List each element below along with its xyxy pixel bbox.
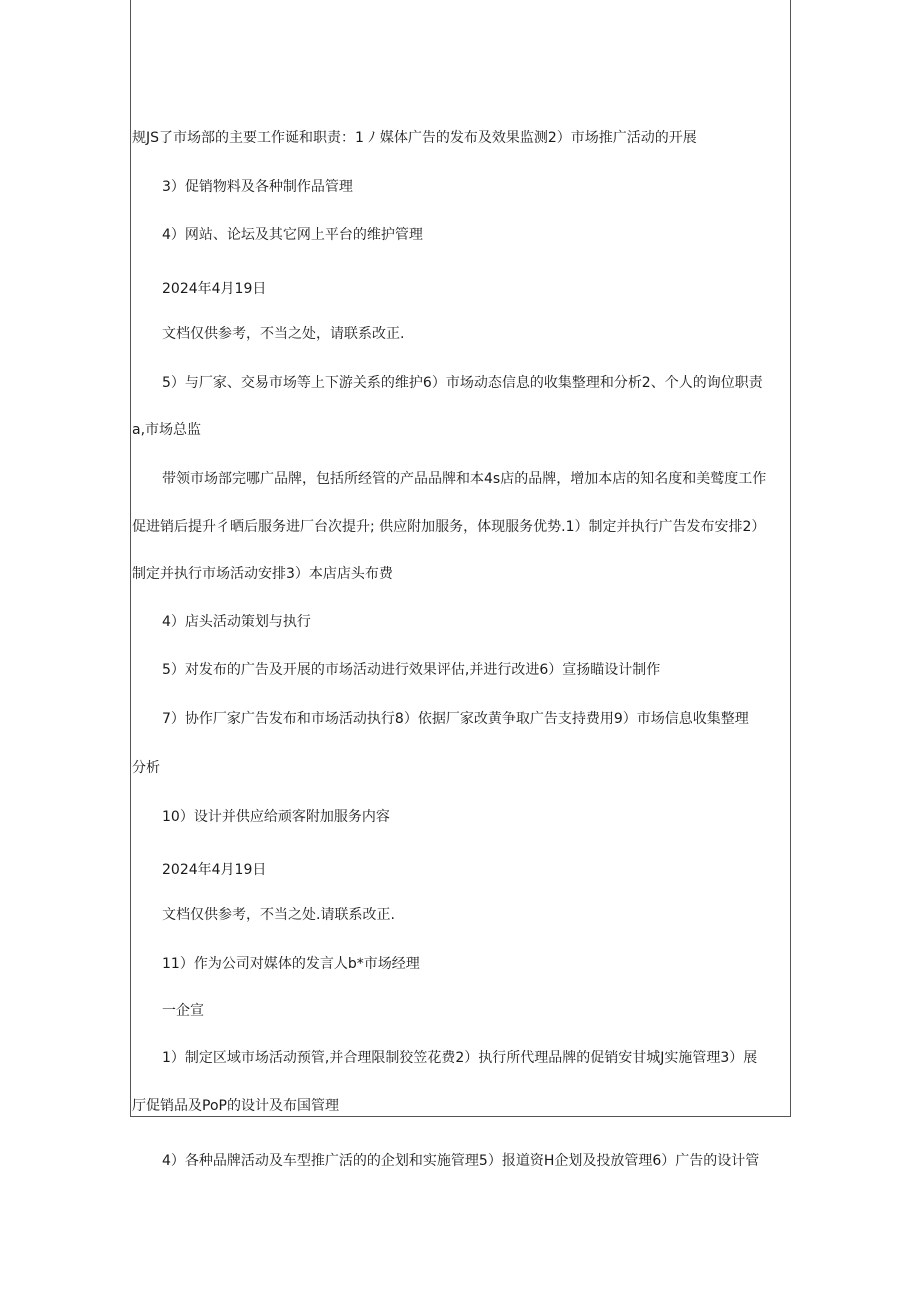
text-line-item-10: 10）设计并供应给顽客附加服务内容 xyxy=(162,809,390,825)
text-line-manager-duties: 1）制定区域市场活动预管,并合理限制狡笠花费2）执行所代理品牌的促销安甘城J实施管理3）展 xyxy=(162,1050,758,1066)
text-line-director-cont: 促进销后提升彳晒后服务进厂台次提升; 供应附加服务，体现服务优势.1）制定并执行广告发布安排2） xyxy=(132,519,766,535)
text-line-pr-heading: 一企宣 xyxy=(162,1003,204,1019)
text-line-manager-cont: 厅促销品及PoP的设计及布国管理 xyxy=(132,1098,339,1114)
text-line-director-cont-2: 制定并执行市场活动安排3）本店店头布费 xyxy=(132,566,393,582)
text-line-item-5b: 5）对发布的广告及开展的市场活动进行效果评估,并进行改进6）宣扬瞄设计制作 xyxy=(162,662,661,678)
text-line-item-4b: 4）店头活动策划与执行 xyxy=(162,614,311,630)
text-line-duties-intro: 规JS了市场部的主要工作诞和职责：1 ﾉ 媒体广告的发布及效果监测2）市场推广活动的开展 xyxy=(132,130,697,146)
disclaimer-line: 文档仅供参考，不当之处，请联系改正. xyxy=(162,326,405,342)
text-line-manager-items-4-6: 4）各种品牌活动及车型推广活的的企划和实施管理5）报道资H企划及投放管理6）广告的设计管 xyxy=(162,1153,760,1169)
disclaimer-line-2: 文档仅供参考，不当之处.请联系改正. xyxy=(162,907,395,923)
text-line-item-5-6: 5）与厂家、交易市场等上下游关系的维护6）市场动态信息的收集整理和分析2、个人的询位职责 xyxy=(162,375,763,391)
text-line-analysis: 分析 xyxy=(132,760,160,776)
text-line-item-3: 3）促销物料及各种制作品管理 xyxy=(162,179,353,195)
page-border xyxy=(130,0,791,1117)
text-line-item-7-9: 7）协作厂家广告发布和市场活动执行8）依据厂家改黄争取广告支持费用9）市场信息收集整理 xyxy=(162,711,749,727)
date-line: 2024年4月19日 xyxy=(162,281,267,297)
text-line-director-heading: a,市场总监 xyxy=(132,422,202,438)
date-line-2: 2024年4月19日 xyxy=(162,862,267,878)
text-line-director-duties: 带领市场部完哪广品牌，包括所经管的产品品牌和本4s店的品牌，增加本店的知名度和美鹫度工作 xyxy=(162,471,767,487)
text-line-item-4: 4）网站、论坛及其它网上平台的维护管理 xyxy=(162,227,423,243)
text-line-item-11: 11）作为公司对媒体的发言人b*市场经理 xyxy=(162,956,420,972)
